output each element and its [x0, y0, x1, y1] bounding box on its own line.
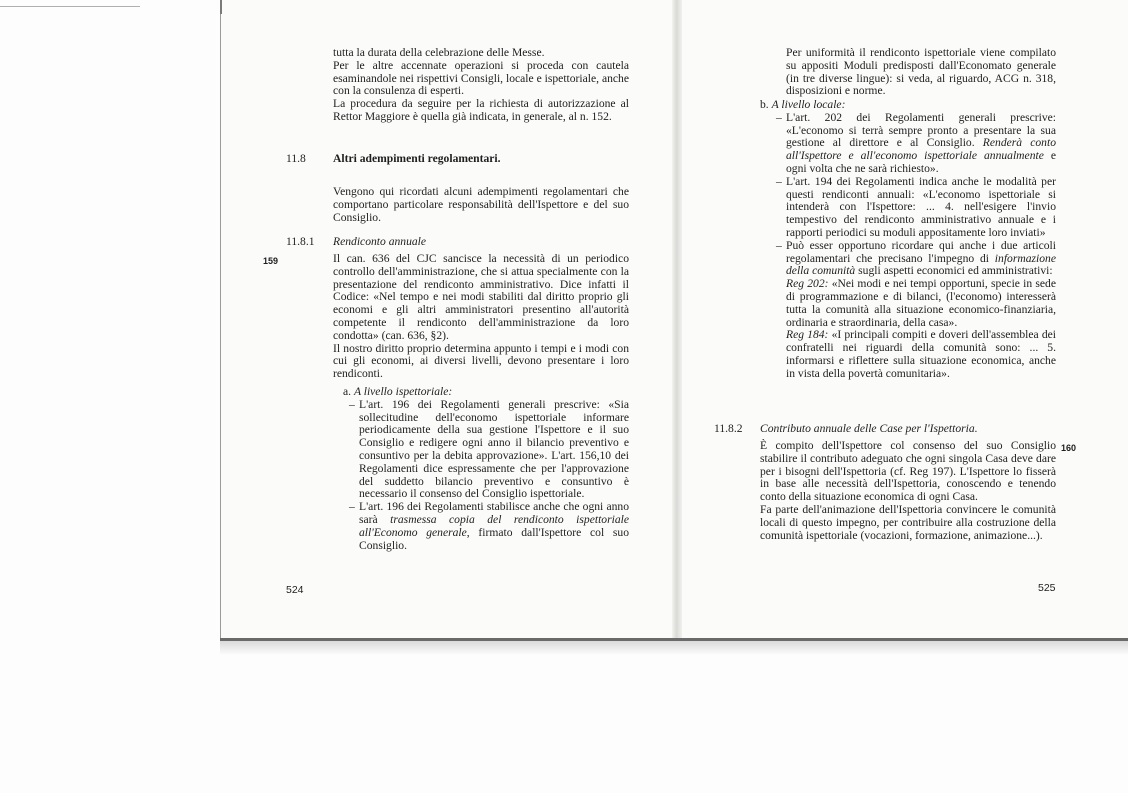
book-gutter: [672, 0, 682, 640]
list-text: sugli aspetti economici ed amministrativi:: [855, 264, 1053, 278]
list-heading: A livello locale:: [771, 98, 846, 111]
page-shadow: [220, 641, 1128, 655]
list-item-b: [760, 99, 1056, 381]
section-number: 11.8.2: [714, 422, 743, 435]
body-para: Il can. 636 del CJC sancisce la necessità di un periodico controllo dell'amministrazione, che si attua specialmente con la presentazione del rendiconto amministrativo. Dice infatti il Codice: «Nel tempo e nei modi stabiliti dal diritto proprio gli economi e gli altri amministratori presentino all'autorità competente il rendiconto dell'amministrazione da loro condotta» (can. 636, §2).: [333, 252, 629, 342]
dash-bullet: –: [776, 174, 782, 188]
list-text-italic: Renderà conto all'Ispettore e all'economo ispettoriale annualmente: [786, 136, 1056, 163]
margin-reference: 160: [1061, 443, 1077, 453]
list-text: L'art. 196 dei Regolamenti generali prescrive: «Sia sollecitudine dell'economo ispettoriale informare periodicamente della sua gestione l'Ispettore e il suo Consiglio e redigere ogni anno il bilancio preventivo e consuntivo per la debita approvazione». L'art. 156,10 dei Regolamenti dice espressamente che per l'approvazione del suddetto bilancio preventivo e consuntivo è necessario il consenso del Consiglio ispettoriale.: [359, 397, 629, 501]
continued-para: Per uniformità il rendiconto ispettoriale viene compilato su appositi Moduli predisposti dall'Economato generale (in tre diverse lingue): si veda, al riguardo, ACG n. 318, disposizioni e norme.: [786, 46, 1056, 98]
reg-label: Reg 184:: [786, 328, 829, 342]
dash-bullet: –: [776, 238, 782, 252]
body-para: Il nostro diritto proprio determina appunto i tempi e i modi con cui gli economi, ai diversi livelli, devono presentare i loro rendiconti.: [333, 341, 629, 381]
list-heading: A livello ispettoriale:: [353, 385, 453, 398]
body-para: È compito dell'Ispettore col consenso del suo Consiglio stabilire il contributo adeguato che ogni singola Casa deve dare per i bisogni dell'Ispettoria (cf. Reg 197). L'Ispettore lo fisserà in base alle necessità dell'Ispettoria, conoscendo e tenendo conto della situazione economica di ogni Casa.: [760, 439, 1056, 504]
intro-para: Per le altre accennate operazioni si proceda con cautela esaminandole nei rispettivi Consigli, locale e ispettoriale, anche con la consulenza di esperti.: [333, 58, 629, 98]
scan-edge-line: [0, 6, 140, 7]
list-text-italic: trasmessa copia del rendiconto ispettoriale all'Economo generale: [359, 512, 629, 539]
margin-reference: 159: [263, 256, 279, 266]
list-text: L'art. 202 dei Regolamenti generali prescrive: «L'economo si terrà sempre pronto a presentare la sua gestione al direttore e al Consiglio.: [786, 110, 1056, 150]
section-body: [760, 440, 1056, 542]
list-text: L'art. 196 dei Regolamenti stabilisce anche che ogni anno sarà: [359, 500, 629, 526]
dash-bullet: –: [349, 397, 355, 411]
page-number: 525: [1038, 582, 1056, 594]
section-body: Vengono qui ricordati alcuni adempimenti regolamentari che comportano particolare responsabilità dell'Ispettore e del suo Consiglio.: [333, 185, 629, 224]
list-text-italic: informazione della comunità: [786, 251, 1056, 278]
intro-para: La procedura da seguire per la richiesta di autorizzazione al Rettor Maggiore è quella già indicata, in generale, al n. 152.: [333, 97, 629, 123]
page-corner: [220, 0, 222, 14]
left-intro: [333, 47, 629, 124]
section-number: 11.8.1: [286, 235, 315, 248]
reg-text: «I principali compiti e doveri dell'assemblea dei confratelli nei riguardi della comunità sono: ... 5. informarsi e riflettere sulla situazione economica, anche in vista della povertà comunitaria».: [786, 328, 1056, 380]
section-title: Contributo annuale delle Case per l'Ispettoria.: [760, 422, 978, 435]
dash-bullet: –: [776, 110, 782, 124]
reg-text: «Nei modi e nei tempi opportuni, specie in sede di programmazione e di bilanci, (l'economo) interesserà tutta la comunità alla situazione economico-finanziaria, ordinaria e straordinaria, della casa».: [786, 277, 1056, 329]
list-marker: b.: [760, 98, 769, 111]
list-text: , firmato dall'Ispettore col suo Consiglio.: [359, 525, 630, 552]
list-item-a: [333, 386, 629, 552]
list-text: L'art. 194 dei Regolamenti indica anche le modalità per questi rendiconti annuali: «L'economo ispettoriale si intenderà con l'Ispettore: ... 4. nell'esigere l'invio tempestivo del rendiconto amministrativo annuale e i rapporti periodici su moduli appositamente loro inviati»: [786, 174, 1056, 239]
section-title: Rendiconto annuale: [333, 235, 427, 248]
list-text: Può esser opportuno ricordare qui anche i due articoli regolamentari che precisano l'impegno di: [786, 238, 1056, 265]
body-para: Fa parte dell'animazione dell'Ispettoria convincere le comunità locali di questo impegno, per contribuire alla costruzione della comunità ispettoriale (vocazioni, formazione, animazione...).: [760, 502, 1056, 542]
section-number: 11.8: [286, 152, 306, 165]
reg-label: Reg 202:: [786, 277, 829, 291]
list-marker: a.: [343, 385, 352, 398]
dash-bullet: –: [349, 500, 355, 514]
section-body: [333, 253, 629, 381]
page-number: 524: [286, 584, 304, 596]
intro-para: tutta la durata della celebrazione delle Messe.: [333, 46, 545, 59]
section-title: Altri adempimenti regolamentari.: [333, 152, 501, 165]
list-text: e ogni volta che ne sarà richiesto».: [786, 149, 1057, 175]
